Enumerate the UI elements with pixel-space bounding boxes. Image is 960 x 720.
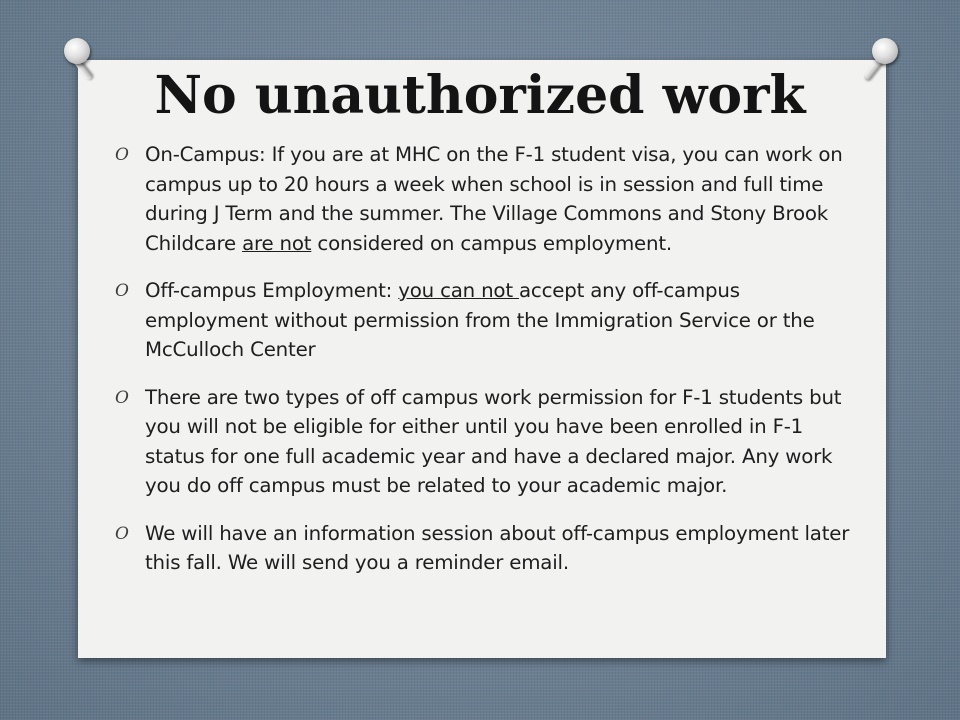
bullet-text-underlined: you can not	[398, 279, 519, 302]
slide-title: No unauthorized work	[154, 65, 806, 126]
bullet-item	[115, 383, 855, 501]
bullet-text-segment: Off-campus Employment:	[145, 279, 399, 302]
bullet-text	[145, 519, 855, 578]
bullet-text-segment: We will have an information session about off-campus employment later this fall. We will send you a reminder email.	[145, 521, 850, 574]
bullet-text-segment: On-Campus: If you are at MHC on the F-1 student visa, you can work on campus up to 20 hours a week when school is in session and full time during J Term and the summer. The Village Commons and Stony Brook Childcare	[145, 143, 843, 255]
bullet-text-segment: accept any off-campus employment without permission from the Immigration Service or the McCulloch Center	[145, 279, 815, 361]
bullet-marker-icon: O	[115, 523, 129, 544]
bullet-text	[145, 383, 855, 501]
bullet-item	[115, 276, 855, 365]
bullet-text	[145, 276, 855, 365]
bullet-list	[115, 140, 855, 596]
bullet-text-segment: There are two types of off campus work permission for F-1 students but you will not be eligible for either until you have been enrolled in F-1 status for one full academic year and have a declared major. Any work you do off campus must be related to your academic major.	[145, 385, 842, 497]
bullet-text-underlined: are not	[242, 231, 312, 255]
bullet-text-segment: considered on campus employment.	[311, 231, 672, 255]
bullet-marker-icon: O	[115, 387, 129, 408]
bullet-item	[115, 140, 855, 258]
bullet-text	[145, 140, 855, 258]
bullet-marker-icon: O	[115, 145, 129, 165]
bullet-marker-icon: O	[115, 281, 129, 301]
bullet-item	[115, 519, 855, 578]
